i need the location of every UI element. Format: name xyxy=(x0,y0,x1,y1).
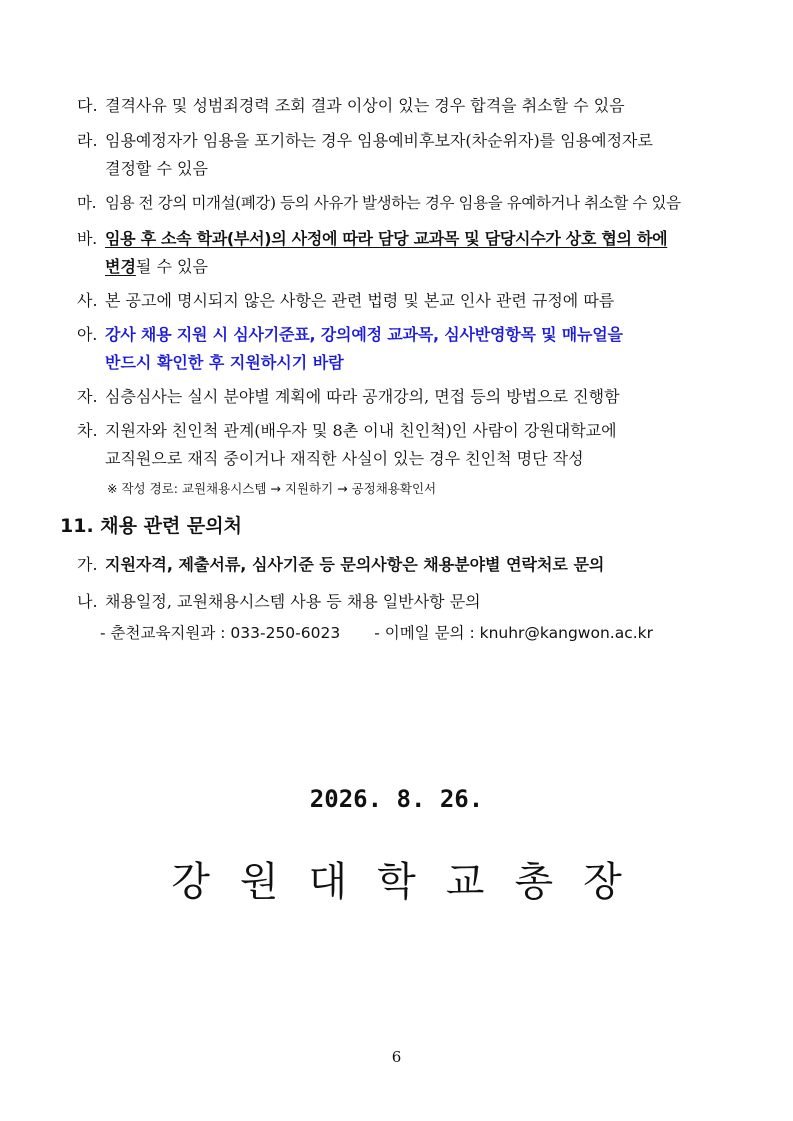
contact-email[interactable]: - 이메일 문의 : knuhr@kangwon.ac.kr xyxy=(374,624,653,642)
issue-date: 2026. 8. 26. xyxy=(309,785,484,813)
item-text: 본 공고에 명시되지 않은 사항은 관련 법령 및 본교 인사 관련 규정에 따름 xyxy=(105,291,615,310)
item-text: 채용일정, 교원채용시스템 사용 등 채용 일반사항 문의 xyxy=(105,592,481,611)
item-marker: 마. xyxy=(77,194,97,212)
item-a-continuation: 반드시 확인한 후 지원하시기 바람 xyxy=(105,353,344,372)
item-text: 심층심사는 실시 분야별 계획에 따라 공개강의, 면접 등의 방법으로 진행함 xyxy=(105,387,620,406)
section-heading: 11. 채용 관련 문의처 xyxy=(60,515,242,537)
item-marker: 다. xyxy=(77,96,98,115)
continuation-text: 될 수 있음 xyxy=(135,257,208,276)
item-text-emphasis: 지원자격, 제출서류, 심사기준 등 문의사항은 채용분야별 연락처로 문의 xyxy=(105,555,605,574)
item-ga xyxy=(77,548,747,581)
item-text: 임용 전 강의 미개설(폐강) 등의 사유가 발생하는 경우 임용을 유예하거나 취소할 수 있음 xyxy=(105,194,681,212)
item-cha-continuation: 교직원으로 재직 중이거나 재직한 사실이 있는 경우 친인척 명단 작성 xyxy=(105,449,584,468)
item-ra-continuation: 결정할 수 있음 xyxy=(105,159,208,178)
item-na xyxy=(77,585,747,618)
item-marker: 나. xyxy=(77,592,98,611)
signature-title: 강원대학교총장 xyxy=(171,859,652,905)
item-text-emphasis: 임용 후 소속 학과(부서)의 사정에 따라 담당 교과목 및 담당시수가 상호 협의 하에 xyxy=(105,229,668,248)
item-text: 임용예정자가 임용을 포기하는 경우 임용예비후보자(차순위자)를 임용예정자로 xyxy=(105,131,653,150)
page-number: 6 xyxy=(391,1048,402,1066)
item-marker: 가. xyxy=(77,555,98,574)
item-marker: 라. xyxy=(77,131,98,150)
item-marker: 차. xyxy=(77,421,98,440)
contact-phone: - 춘천교육지원과 : 033-250-6023 xyxy=(100,624,341,642)
item-da xyxy=(77,89,747,122)
item-sa xyxy=(77,284,747,317)
item-text: 지원자와 친인척 관계(배우자 및 8촌 이내 친인척)인 사람이 강원대학교에 xyxy=(105,421,617,440)
emphasis-text: 변경 xyxy=(105,257,136,276)
item-text: 결격사유 및 성범죄경력 조회 결과 이상이 있는 경우 합격을 취소할 수 있음 xyxy=(105,96,625,115)
item-marker: 사. xyxy=(77,291,98,310)
item-ja xyxy=(77,380,747,413)
item-text-blue: 강사 채용 지원 시 심사기준표, 강의예정 교과목, 심사반영항목 및 매뉴얼을 xyxy=(105,325,623,344)
item-ma xyxy=(77,187,747,220)
contact-line xyxy=(100,618,653,648)
item-marker: 아. xyxy=(77,325,98,344)
item-marker: 바. xyxy=(77,229,97,248)
item-marker: 자. xyxy=(77,387,98,406)
note-path: ※ 작성 경로: 교원채용시스템 → 지원하기 → 공정채용확인서 xyxy=(107,481,437,496)
item-ba-continuation xyxy=(105,250,208,283)
